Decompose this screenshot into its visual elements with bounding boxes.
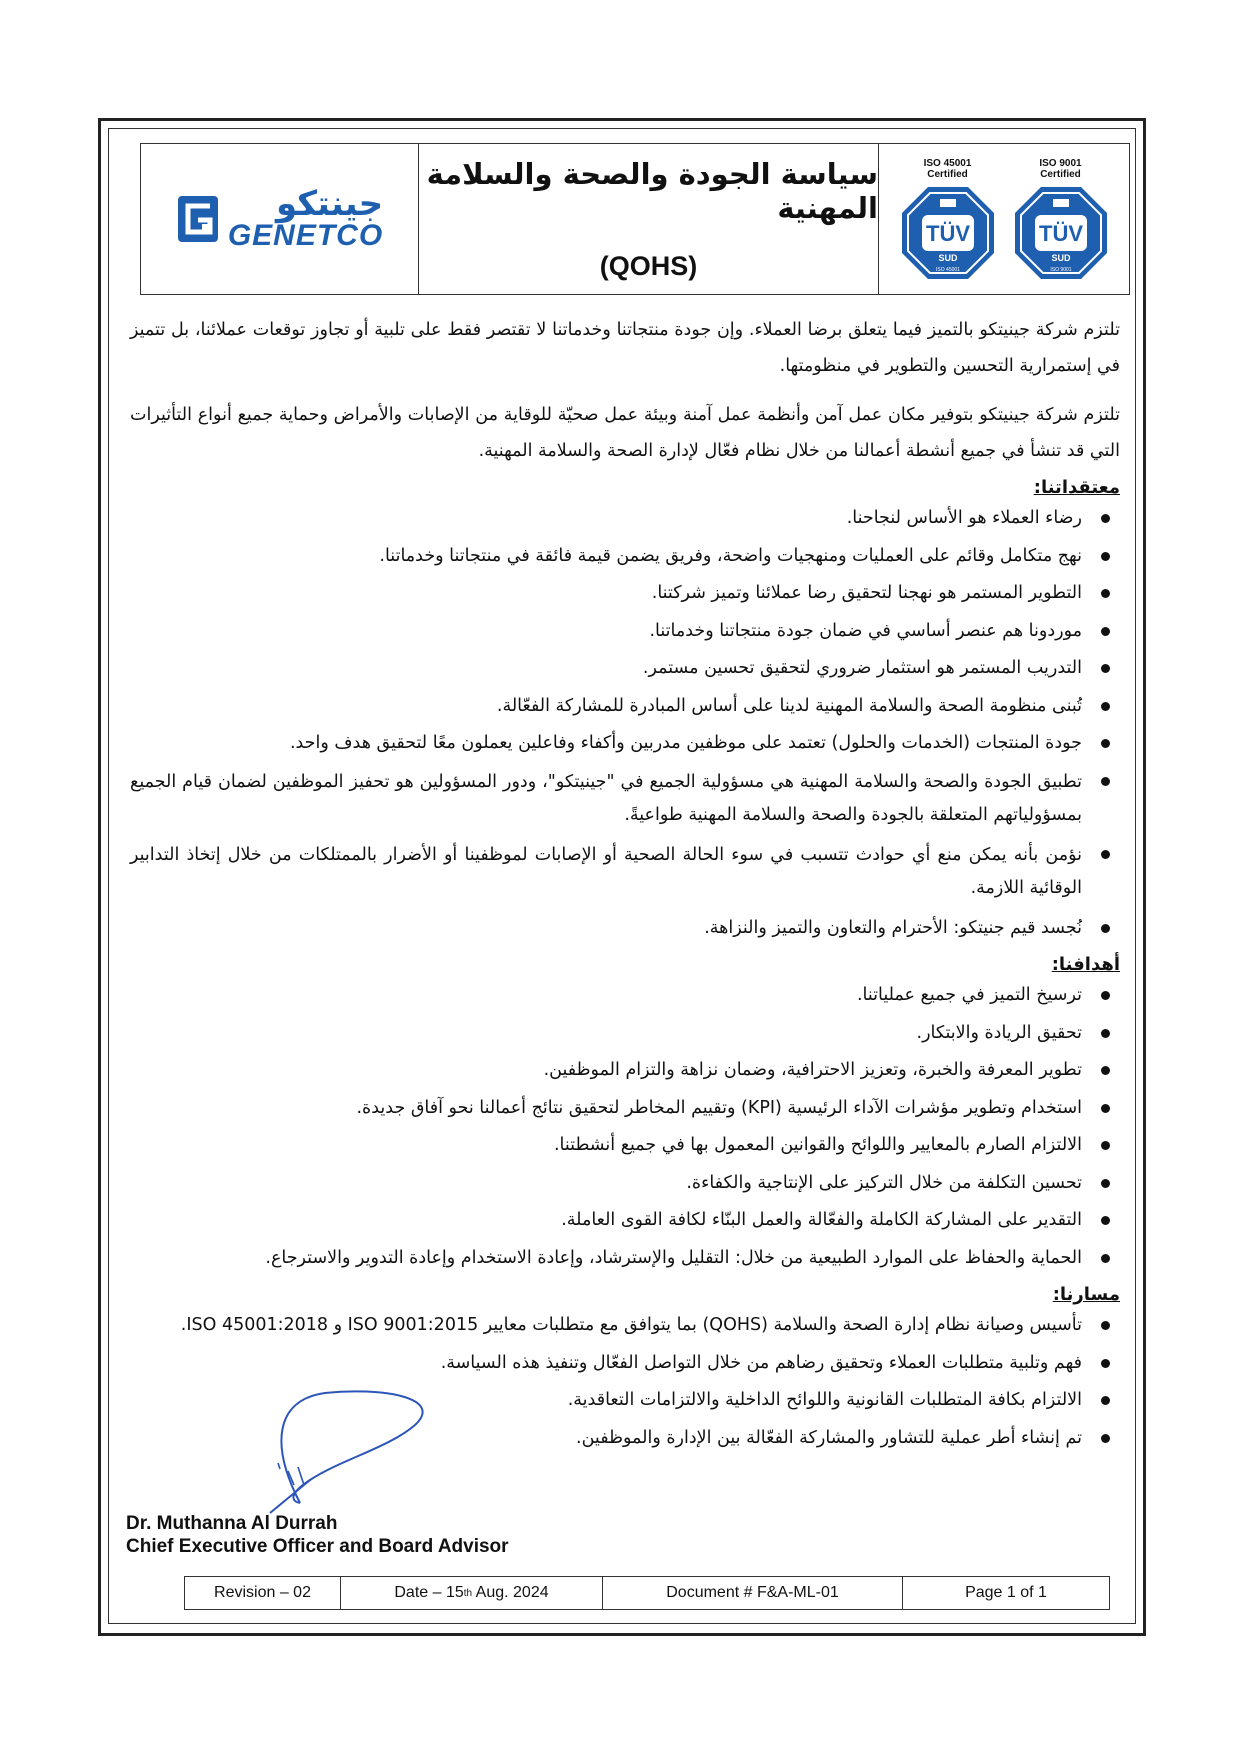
list-item: ترسيخ التميز في جميع عملياتنا. bbox=[130, 980, 1120, 1010]
list-item: نؤمن بأنه يمكن منع أي حوادث تتسبب في سوء الحالة الصحية أو الإصابات لموظفينا أو الأضرار بالممتلكات من خلال إتخاذ التدابير الوقائية اللازمة. bbox=[130, 839, 1120, 905]
logo-text bbox=[227, 184, 384, 252]
beliefs-heading: معتقداتنا: bbox=[1033, 477, 1120, 498]
logo-arabic: جينتكو bbox=[275, 184, 384, 224]
list-item: تم إنشاء أطر عملية للتشاور والمشاركة الفعّالة بين الإدارة والموظفين. bbox=[130, 1423, 1120, 1453]
signatory-title: Chief Executive Officer and Board Advisor bbox=[126, 1536, 509, 1557]
intro-paragraph: تلتزم شركة جينيتكو بالتميز فيما يتعلق برضا العملاء. وإن جودة منتجاتنا وخدماتنا لا تقتصر فقط على تلبية أو تجاوز توقعات عملائنا، بل تتميز في إستمرارية التحسين والتطوير في منظومتها. bbox=[130, 320, 1120, 376]
cert-label bbox=[1039, 158, 1081, 181]
cert-badge-code: ISO 45001 bbox=[935, 266, 960, 273]
list-item: الحماية والحفاظ على الموارد الطبيعية من خلال: التقليل والإسترشاد، وإعادة الاستخدام وإعادة التدوير والاسترجاع. bbox=[130, 1243, 1120, 1273]
document-footer bbox=[184, 1576, 1110, 1610]
date-suffix: Aug. 2024 bbox=[472, 1584, 549, 1601]
list-item: فهم وتلبية متطلبات العملاء وتحقيق رضاهم من خلال التواصل الفعّال وتنفيذ هذه السياسة. bbox=[130, 1348, 1120, 1378]
list-item: رضاء العملاء هو الأساس لنجاحنا. bbox=[130, 503, 1120, 533]
cert-standard: ISO 45001 bbox=[923, 157, 972, 169]
date-ordinal: th bbox=[463, 1587, 473, 1599]
list-item: موردونا هم عنصر أساسي في ضمان جودة منتجاتنا وخدماتنا. bbox=[130, 616, 1120, 646]
list-item: التدريب المستمر هو استثمار ضروري لتحقيق تحسين مستمر. bbox=[130, 653, 1120, 683]
revision-cell: Revision – 02 bbox=[185, 1577, 341, 1609]
document-number-cell: Document # F&A-ML-01 bbox=[603, 1577, 903, 1609]
goals-list bbox=[130, 980, 1120, 1273]
cert-badge-code: ISO 9001 bbox=[1049, 266, 1072, 273]
title-cell bbox=[419, 144, 879, 294]
list-item: تُبنى منظومة الصحة والسلامة المهنية لدينا على أساس المبادرة للمشاركة الفعّالة. bbox=[130, 691, 1120, 721]
policy-body bbox=[130, 312, 1120, 1460]
cert-badge-text: TÜV bbox=[1038, 220, 1083, 246]
list-item: تطوير المعرفة والخبرة، وتعزيز الاحترافية، وضمان نزاهة والتزام الموظفين. bbox=[130, 1055, 1120, 1085]
page-number-cell: Page 1 of 1 bbox=[965, 1584, 1047, 1601]
tuv-badge-icon bbox=[900, 185, 996, 281]
document-title-english: (QOHS) bbox=[599, 250, 698, 281]
goals-heading: أهدافنا: bbox=[1051, 954, 1120, 975]
logo-cell bbox=[141, 144, 419, 294]
date-prefix: Date – 15 bbox=[394, 1584, 464, 1601]
document-title-arabic: سياسة الجودة والصحة والسلامة المهنية bbox=[426, 156, 878, 225]
certifications-cell bbox=[879, 144, 1129, 294]
cert-iso-9001 bbox=[1013, 158, 1109, 281]
date-cell bbox=[341, 1577, 603, 1609]
cert-standard: ISO 9001 bbox=[1039, 157, 1082, 169]
signatory-name: Dr. Muthanna Al Durrah bbox=[126, 1513, 338, 1534]
list-item: جودة المنتجات (الخدمات والحلول) تعتمد على موظفين مدربين وأكفاء وفاعلين يعملون معًا لتحقيق هدف واحد. bbox=[130, 728, 1120, 758]
handwritten-signature bbox=[230, 1385, 440, 1515]
logo-english: GENETCO bbox=[227, 219, 384, 252]
signatory-block bbox=[126, 1512, 509, 1558]
company-logo bbox=[176, 184, 384, 252]
tuv-badge-icon bbox=[1013, 185, 1109, 281]
cert-badge-sub: SUD bbox=[1050, 252, 1071, 263]
cert-status: Certified bbox=[1040, 169, 1081, 180]
genetco-mark-icon bbox=[176, 194, 220, 244]
list-item: تطبيق الجودة والصحة والسلامة المهنية هي مسؤولية الجميع في "جينيتكو"، ودور المسؤولين هو تحفيز الموظفين لضمان قيام الجميع بمسؤولياتهم المتعلقة بالجودة والصحة والسلامة المهنية طواعيةً. bbox=[130, 766, 1120, 832]
cert-status: Certified bbox=[927, 169, 968, 180]
cert-iso-45001 bbox=[900, 158, 996, 281]
list-item: الالتزام بكافة المتطلبات القانونية واللوائح الداخلية والالتزامات التعاقدية. bbox=[130, 1385, 1120, 1415]
cert-label bbox=[924, 158, 972, 181]
cert-badge-text: TÜV bbox=[925, 220, 970, 246]
cert-badge-sub: SUD bbox=[937, 252, 958, 263]
list-item: الالتزام الصارم بالمعايير واللوائح والقوانين المعمول بها في جميع أنشطتنا. bbox=[130, 1130, 1120, 1160]
list-item: تأسيس وصيانة نظام إدارة الصحة والسلامة (QOHS) بما يتوافق مع متطلبات معايير ISO 9001:2015 و ISO 45001:2018. bbox=[130, 1310, 1120, 1340]
beliefs-list bbox=[130, 503, 1120, 943]
list-item: تحسين التكلفة من خلال التركيز على الإنتاجية والكفاءة. bbox=[130, 1168, 1120, 1198]
list-item: نُجسد قيم جنيتكو: الأحترام والتعاون والتميز والنزاهة. bbox=[130, 913, 1120, 943]
list-item: نهج متكامل وقائم على العمليات ومنهجيات واضحة، وفريق يضمن قيمة فائقة في منتجاتنا وخدماتنا. bbox=[130, 541, 1120, 571]
document-header bbox=[140, 143, 1130, 295]
path-heading: مسارنا: bbox=[1052, 1284, 1120, 1305]
intro-paragraph: تلتزم شركة جينيتكو بتوفير مكان عمل آمن وأنظمة عمل آمنة وبيئة عمل صحيّة للوقاية من الإصابات والأمراض وحماية جميع أنواع التأثيرات التي قد تنشأ في جميع أنشطة أعمالنا من خلال نظام فعّال لإدارة الصحة والسلامة المهنية. bbox=[130, 405, 1120, 461]
list-item: استخدام وتطوير مؤشرات الآداء الرئيسية (KPI) وتقييم المخاطر لتحقيق نتائج أعمالنا نحو آفاق جديدة. bbox=[130, 1093, 1120, 1123]
list-item: التقدير على المشاركة الكاملة والفعّالة والعمل البنّاء لكافة القوى العاملة. bbox=[130, 1205, 1120, 1235]
list-item: التطوير المستمر هو نهجنا لتحقيق رضا عملائنا وتميز شركتنا. bbox=[130, 578, 1120, 608]
list-item: تحقيق الريادة والابتكار. bbox=[130, 1018, 1120, 1048]
